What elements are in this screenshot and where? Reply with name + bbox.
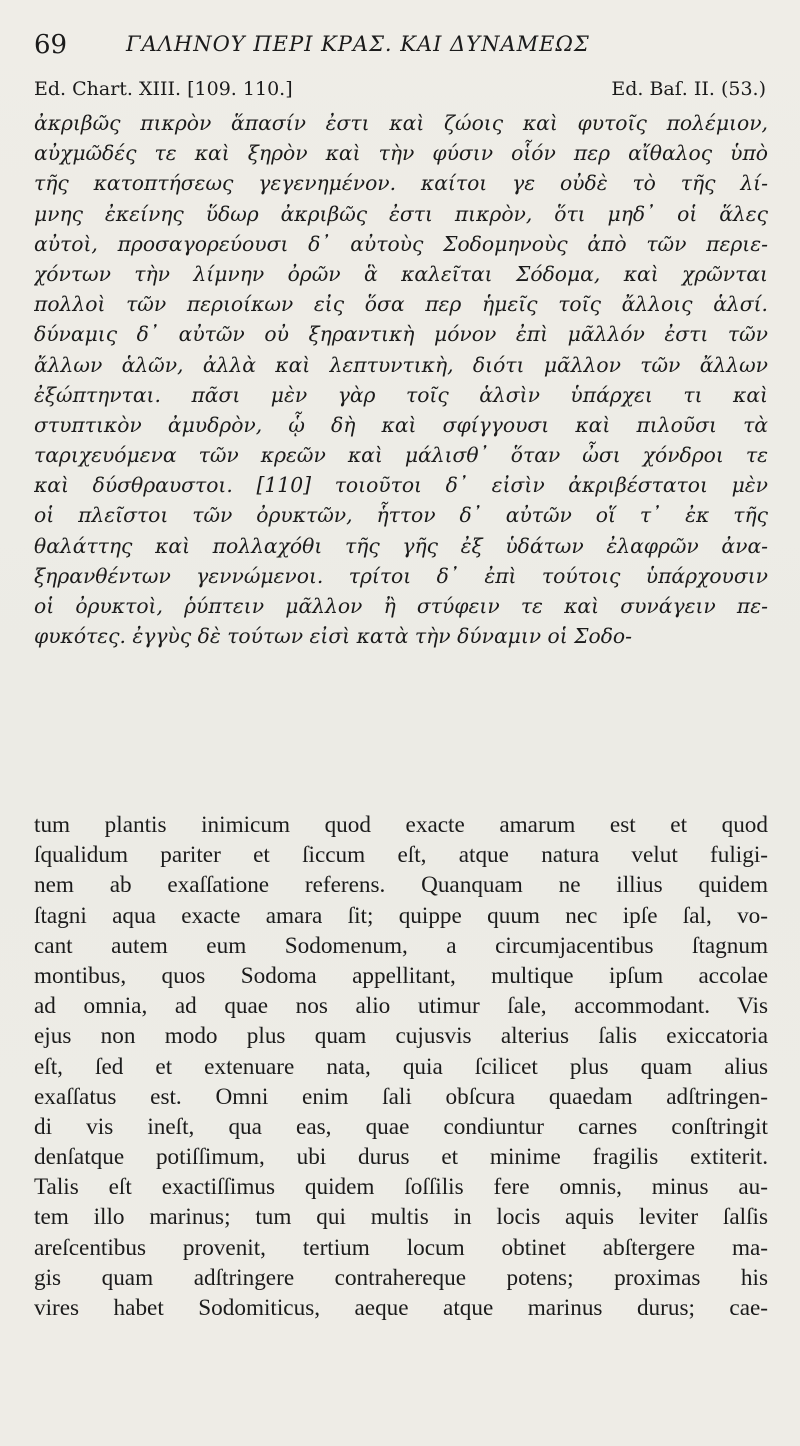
page-header bbox=[34, 30, 774, 64]
latin-text-line: nem ab exaſſatione referens. Quanquam ne illius quidem bbox=[34, 872, 768, 899]
latin-text-block bbox=[34, 810, 768, 1323]
latin-text-line: tum plantis inimicum quod exacte amarum est et quod bbox=[34, 812, 768, 838]
greek-text-line: ἄλλων ἁλῶν, ἀλλὰ καὶ λεπτυντικὴ, διότι μᾶλλον τῶν ἄλλων bbox=[34, 352, 768, 377]
greek-text-line: φυκότες. ἐγγὺς δὲ τούτων εἰσὶ κατὰ τὴν δύναμιν οἱ Σοδο- bbox=[34, 624, 632, 649]
latin-text-line: denſatque potiſſimum, ubi durus et minime fragilis extiterit. bbox=[34, 1144, 768, 1171]
greek-text-line: ἀκριβῶς πικρὸν ἅπασίν ἐστι καὶ ζώοις καὶ φυτοῖς πολέμιον, bbox=[34, 111, 768, 135]
greek-text-line: στυπτικὸν ἀμυδρὸν, ᾧ δὴ καὶ σφίγγουσι καὶ πιλοῦσι τὰ bbox=[34, 412, 768, 437]
latin-text-line: di vis ineſt, qua eas, quae condiuntur carnes conſtringit bbox=[34, 1113, 768, 1140]
latin-text-line: montibus, quos Sodoma appellitant, multique ipſum accolae bbox=[34, 962, 768, 989]
latin-text-line: ejus non modo plus quam cujusvis alterius ſalis exiccatoria bbox=[34, 1023, 768, 1050]
latin-text-line: gis quam adſtringere contrahereque potens; proximas his bbox=[34, 1264, 768, 1291]
greek-text-line: δύναμις δ᾽ αὐτῶν οὐ ξηραντικὴ μόνον ἐπὶ μᾶλλόν ἐστι τῶν bbox=[34, 322, 768, 347]
latin-text-line: cant autem eum Sodomenum, a circumjacentibus ſtagnum bbox=[34, 932, 768, 959]
edition-chartier: Ed. Chart. XIII. [109. 110.] bbox=[34, 78, 293, 100]
greek-text-line: αὐχμῶδές τε καὶ ξηρὸν καὶ τὴν φύσιν οἷόν περ αἴθαλος ὑπὸ bbox=[34, 141, 768, 166]
latin-text-line: ſqualidum pariter et ſiccum eſt, atque natura velut fuligi- bbox=[34, 842, 768, 869]
greek-text-line: ταριχευόμενα τῶν κρεῶν καὶ μάλισθ᾽ ὅταν ὦσι χόνδροι τε bbox=[34, 443, 768, 468]
latin-text-line: Talis eſt exactiſſimus quidem ſoſſilis fere omnis, minus au- bbox=[34, 1174, 768, 1201]
greek-text-line: καὶ δύσθραυστοι. [110] τοιοῦτοι δ᾽ εἰσὶν ἀκριβέστατοι μὲν bbox=[34, 473, 768, 498]
latin-text-line: eſt, ſed et extenuare nata, quia ſcilicet plus quam alius bbox=[34, 1053, 768, 1080]
greek-text-line: ἐξώπτηνται. πᾶσι μὲν γὰρ τοῖς ἁλσὶν ὑπάρχει τι καὶ bbox=[34, 382, 768, 407]
edition-basel: Ed. Baſ. II. (53.) bbox=[611, 78, 766, 100]
greek-text-line: οἱ πλεῖστοι τῶν ὀρυκτῶν, ἧττον δ᾽ αὐτῶν οἵ τ᾽ ἐκ τῆς bbox=[34, 503, 768, 528]
latin-text-line: vires habet Sodomiticus, aeque atque marinus durus; cae- bbox=[34, 1295, 768, 1321]
latin-text-line: exaſſatus est. Omni enim ſali obſcura quaedam adſtringen- bbox=[34, 1083, 768, 1110]
greek-text-line: θαλάττης καὶ πολλαχόθι τῆς γῆς ἐξ ὑδάτων ἐλαφρῶν ἀνα- bbox=[34, 533, 768, 558]
greek-text-line: χόντων τὴν λίμνην ὀρῶν ἃ καλεῖται Σόδομα, καὶ χρῶνται bbox=[34, 261, 768, 286]
latin-text-line: ad omnia, ad quae nos alio utimur ſale, accommodant. Vis bbox=[34, 993, 768, 1020]
greek-text-line: αὐτοὶ, προσαγορεύουσι δ᾽ αὐτοὺς Σοδομηνοὺς ἀπὸ τῶν περιε- bbox=[34, 231, 768, 256]
latin-text-line: areſcentibus provenit, tertium locum obtinet abſtergere ma- bbox=[34, 1234, 768, 1261]
greek-text-line: πολλοὶ τῶν περιοίκων εἰς ὅσα περ ἡμεῖς τοῖς ἄλλοις ἁλσί. bbox=[34, 292, 768, 317]
greek-text-block bbox=[34, 108, 768, 651]
greek-text-line: μνης ἐκείνης ὕδωρ ἀκριβῶς ἐστι πικρὸν, ὅτι μηδ᾽ οἱ ἅλες bbox=[34, 201, 768, 226]
latin-text-line: tem illo marinus; tum qui multis in locis aquis leviter ſalſis bbox=[34, 1204, 768, 1231]
edition-references bbox=[34, 78, 766, 104]
latin-text-line: ſtagni aqua exacte amara ſit; quippe quum nec ipſe ſal, vo- bbox=[34, 902, 768, 929]
greek-text-line: ξηρανθέντων γεννώμενοι. τρίτοι δ᾽ ἐπὶ τούτοις ὑπάρχουσιν bbox=[34, 563, 768, 588]
greek-text-line: τῆς κατοπτήσεως γεγενημένον. καίτοι γε οὐδὲ τὸ τῆς λί- bbox=[34, 171, 768, 196]
greek-text-line: οἱ ὀρυκτοὶ, ῥύπτειν μᾶλλον ἢ στύφειν τε καὶ συνάγειν πε- bbox=[34, 594, 768, 618]
page-number: 69 bbox=[34, 30, 68, 60]
running-title: ΓΑΛΗΝΟΥ ΠΕΡΙ ΚΡΑΣ. ΚΑΙ ΔΥΝΑΜΕΩΣ bbox=[126, 32, 590, 56]
